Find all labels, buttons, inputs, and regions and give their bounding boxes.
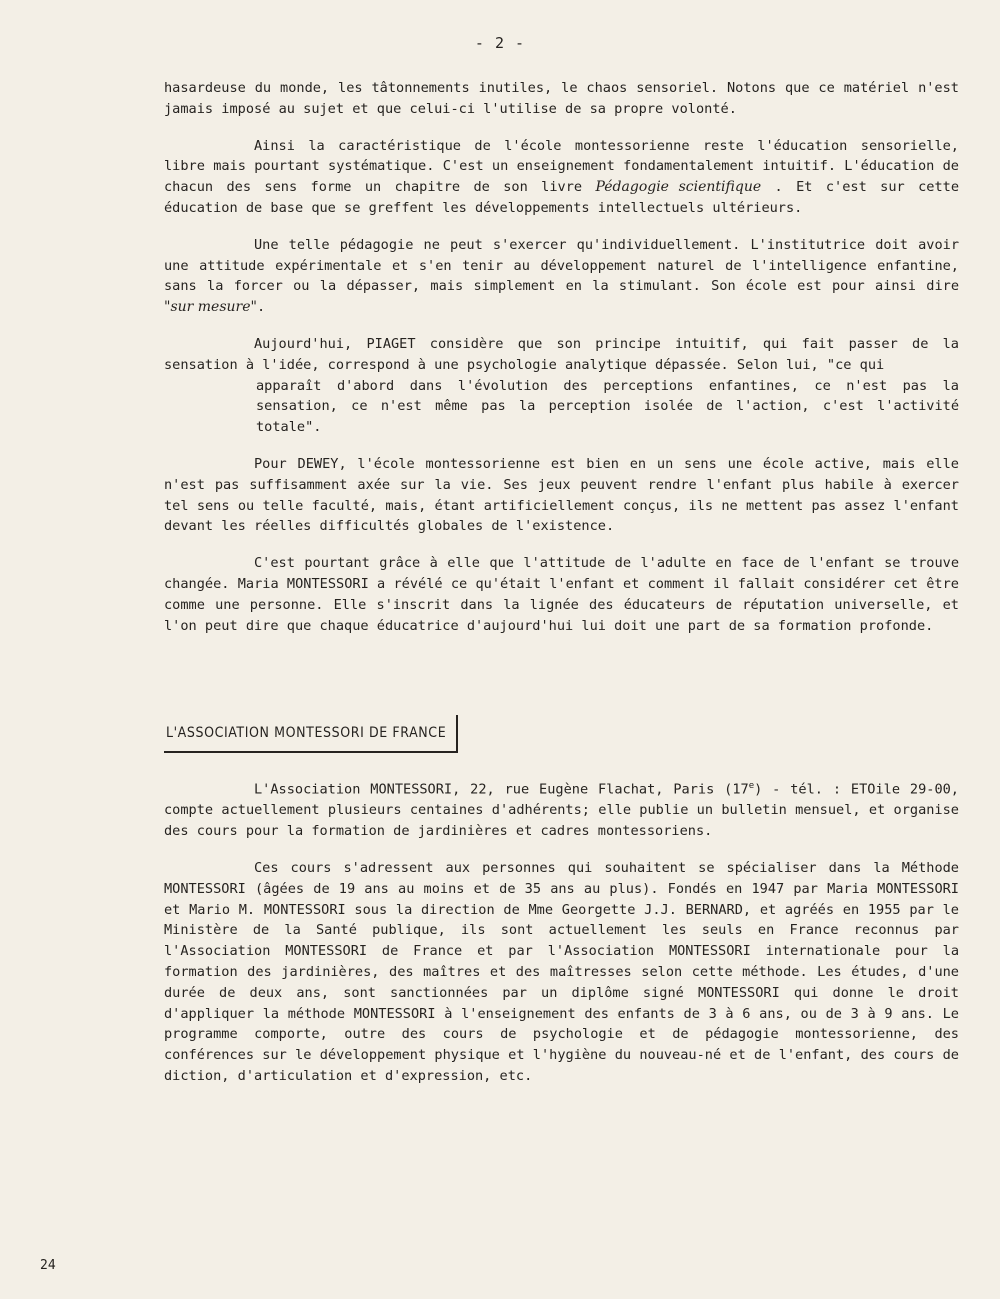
paragraph: Ces cours s'adressent aux personnes qui souhaitent se spécialiser dans la Méthode MONTESSORI (âgées de 19 ans au moins et de 35 ans au plus). Fondés en 1947 par Maria MONTESSORI et Mario M. MONTESSORI sous la direction de Mme Georgette J.J. BERNARD, et agréés en 1955 par le Ministère de la Santé publique, ils sont actuellement les seuls en France reconnus par l'Association MONTESSORI de France et par l'Association MONTESSORI internationale pour la formation des jardinières, des maîtres et des maîtresses selon cette méthode. Les études, d'une durée de deux ans, sont sanctionnées par un diplôme signé MONTESSORI qui donne le droit d'appliquer la méthode MONTESSORI à l'enseignement des enfants de 3 à 6 ans, ou de 3 à 9 ans. Le programme comporte, outre des cours de psychologie et de pédagogie montessorienne, des conférences sur le développement physique et l'hygiène du nouveau-né et de l'enfant, des cours de diction, d'articulation et d'expression, etc. xyxy=(164,859,959,1084)
text-run: L'Association MONTESSORI, 22, rue Eugène Flachat, Paris (17 xyxy=(254,781,749,798)
paragraph xyxy=(164,136,959,219)
superscript: e xyxy=(748,781,755,791)
text-run: . xyxy=(256,299,266,316)
paragraph xyxy=(164,776,959,842)
page-folio: - 2 - xyxy=(474,34,526,52)
italic-phrase: "sur mesure" xyxy=(164,299,257,316)
book-title: Pédagogie scientifique xyxy=(595,179,762,196)
section-heading: L'ASSOCIATION MONTESSORI DE FRANCE xyxy=(164,715,458,753)
paragraph: Pour DEWEY, l'école montessorienne est bien en un sens une école active, mais elle n'est pas suffisamment axée sur la vie. Ses jeux peuvent rendre l'enfant plus habile à exercer tel sens ou telle faculté, mais, étant artificiellement conçus, ils ne mettent pas assez l'enfant devant les réelles difficultés globales de l'existence. xyxy=(164,455,959,535)
section-association xyxy=(164,776,959,1087)
text-run: ) - tél. : ETOile 29-00, compte actuellement plusieurs centaines d'adhérents; elle publie un bulletin mensuel, et organise des cours pour la formation de jardinières et cadres montessoriens. xyxy=(164,781,959,840)
section-pedagogy xyxy=(164,78,959,636)
paragraph: Aujourd'hui, PIAGET considère que son principe intuitif, qui fait passer de la sensation à l'idée, correspond à une psychologie analytique dépassée. Selon lui, "ce qui xyxy=(164,335,959,373)
paragraph xyxy=(164,235,959,318)
text-run: Une telle pédagogie ne peut s'exercer qu'individuellement. L'institutrice doit avoir une attitude expérimentale et s'en tenir au développement naturel de l'intelligence enfantine, sans la forcer ou la dépasser, mais simplement en la stimulant. Son école est pour ainsi dire xyxy=(164,236,959,295)
page-number: 24 xyxy=(40,1258,56,1273)
paragraph: C'est pourtant grâce à elle que l'attitude de l'adulte en face de l'enfant se trouve changée. Maria MONTESSORI a révélé ce qu'était l'enfant et comment il fallait considérer cet être comme une personne. Elle s'inscrit dans la lignée des éducateurs de réputation universelle, et l'on peut dire que chaque éducatrice d'aujourd'hui lui doit une part de sa formation profonde. xyxy=(164,555,959,634)
text-run: Ainsi la caractéristique de l'école montessorienne reste l'éducation sensorielle, libre mais pourtant systématique. C'est un enseignement fondamentalement intuitif. L'éducation de chacun des sens forme un chapitre de son livre xyxy=(164,137,959,196)
paragraph: hasardeuse du monde, les tâtonnements inutiles, le chaos sensoriel. Notons que ce matériel n'est jamais imposé au sujet et que celui-ci l'utilise de sa propre volonté. xyxy=(164,80,959,117)
block-quote: apparaît d'abord dans l'évolution des perceptions enfantines, ce n'est pas la sensation, ce n'est même pas la perception isolée de l'action, c'est l'activité totale". xyxy=(256,377,959,436)
text-run: . Et c'est sur cette éducation de base que se greffent les développements intellectuels ultérieurs. xyxy=(164,179,960,216)
